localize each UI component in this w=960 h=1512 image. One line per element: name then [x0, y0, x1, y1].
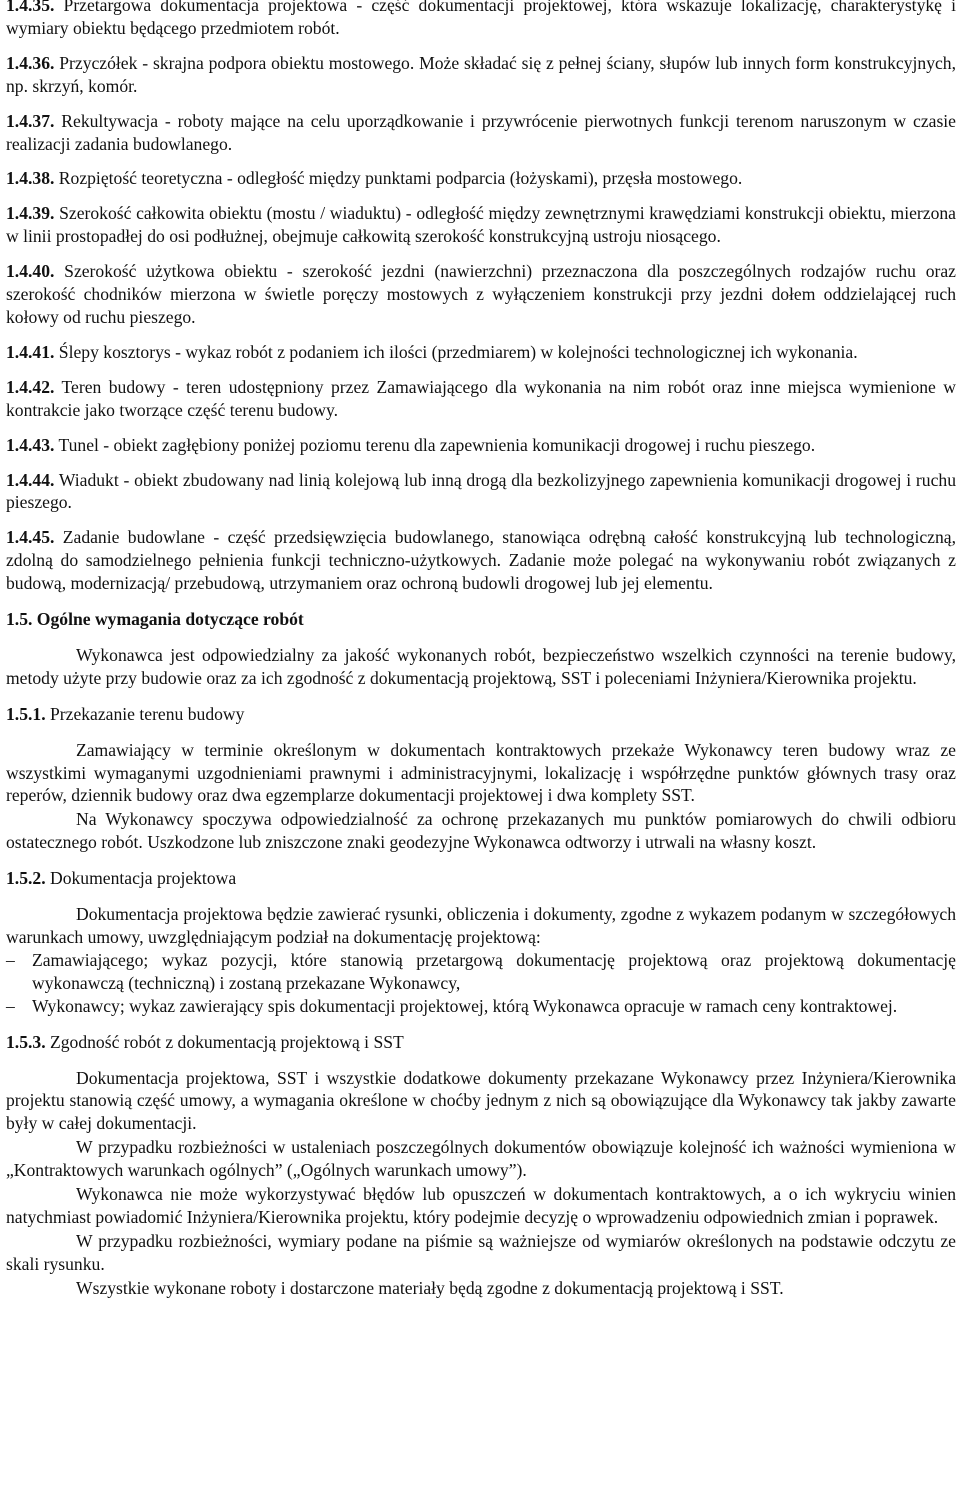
definition-text: Przetargowa dokumentacja projektowa - część dokumentacji projektowej, która wskazuje lokalizację, charakterystykę i wymiary obiektu będącego przedmiotem robót. — [6, 0, 956, 38]
section-heading-1-5-3 — [6, 1031, 956, 1054]
section-number: 1.5.1. — [6, 703, 46, 724]
definition-1-4-38 — [6, 167, 956, 190]
section-title: Ogólne wymagania dotyczące robót — [36, 609, 304, 630]
definition-1-4-35 — [6, 0, 956, 40]
section-1-5-3-paragraph: Wykonawca nie może wykorzystywać błędów lub opuszczeń w dokumentach kontraktowych, a o ich wykryciu winien natychmiast powiadomić Inżyniera/Kierownika projektu, który podejmie decyzję o wprowadzeniu odpowiednich zmian i poprawek. — [6, 1184, 956, 1227]
definition-1-4-45 — [6, 526, 956, 595]
definition-text: Rekultywacja - roboty mające na celu uporządkowanie i przywrócenie pierwotnych funkcji terenom naruszonym w czasie realizacji zadania budowlanego. — [6, 110, 956, 154]
list-item: – Wykonawcy; wykaz zawierający spis dokumentacji projektowej, którą Wykonawca opracuje w ramach ceny kontraktowej. — [6, 995, 956, 1018]
section-1-5-1-paragraph: Zamawiający w terminie określonym w dokumentach kontraktowych przekaże Wykonawcy teren budowy wraz ze wszystkimi wymaganymi uzgodnieniami prawnymi i administracyjnymi, lokalizację i współrzędne punktów głównych trasy oraz reperów, dziennik budowy oraz dwa egzemplarze dokumentacji projektowej i dwa komplety SST. — [6, 739, 956, 806]
definition-text: Rozpiętość teoretyczna - odległość między punktami podparcia (łożyskami), przęsła mostowego. — [58, 168, 743, 189]
definition-text: Tunel - obiekt zagłębiony poniżej poziomu terenu dla zapewnienia komunikacji drogowej i ruchu pieszego. — [58, 434, 816, 455]
documentation-list — [6, 949, 956, 1018]
definition-1-4-43 — [6, 434, 956, 457]
definition-text: Szerokość użytkowa obiektu - szerokość jezdni (nawierzchni) przeznaczona dla poszczególnych rodzajów ruchu oraz szerokość chodników mierzona w świetle poręczy mostowych z wyłączeniem konstrukcji przy jezdni dołem oddzielającej ruch kołowy od ruchu pieszego. — [6, 261, 956, 327]
definition-number: 1.4.36. — [6, 52, 55, 73]
section-number: 1.5.3. — [6, 1031, 46, 1052]
definition-number: 1.4.39. — [6, 203, 55, 224]
definition-text: Szerokość całkowita obiektu (mostu / wiaduktu) - odległość między zewnętrznymi krawędziami konstrukcji obiektu, mierzona w linii prostopadłej do osi podłużnej, obejmuje całkowitą szerokość konstrukcyjną ustroju niosącego. — [6, 203, 956, 247]
definition-number: 1.4.45. — [6, 527, 55, 548]
definition-number: 1.4.37. — [6, 110, 55, 131]
definition-1-4-44 — [6, 469, 956, 515]
definition-1-4-40 — [6, 260, 956, 329]
list-item: – Zamawiającego; wykaz pozycji, które stanowią przetargową dokumentację projektową oraz projektową dokumentację wykonawczą (techniczną) i zostaną przekazane Wykonawcy, — [6, 949, 956, 995]
section-1-5-2-paragraph: Dokumentacja projektowa będzie zawierać rysunki, obliczenia i dokumenty, zgodne z wykazem podanym w szczegółowych warunkach umowy, uwzględniającym podział na dokumentację projektową: — [6, 904, 956, 947]
section-1-5-1-paragraph: Na Wykonawcy spoczywa odpowiedzialność za ochronę przekazanych mu punktów pomiarowych do chwili odbioru ostatecznego robót. Uszkodzone lub zniszczone znaki geodezyjne Wykonawca odtworzy i utrwali na własny koszt. — [6, 809, 956, 853]
definition-1-4-36 — [6, 52, 956, 98]
definition-number: 1.4.42. — [6, 376, 55, 397]
section-heading-1-5-2 — [6, 867, 956, 890]
definition-text: Wiadukt - obiekt zbudowany nad linią kolejową lub inną drogą dla bezkolizyjnego zapewnienia komunikacji drogowej i ruchu pieszego. — [6, 469, 956, 513]
definition-number: 1.4.44. — [6, 469, 55, 490]
section-number: 1.5.2. — [6, 868, 46, 889]
section-title: Dokumentacja projektowa — [50, 868, 237, 889]
definition-number: 1.4.41. — [6, 341, 55, 362]
definition-1-4-39 — [6, 202, 956, 248]
definition-number: 1.4.38. — [6, 168, 55, 189]
definition-1-4-42 — [6, 376, 956, 422]
definition-number: 1.4.43. — [6, 434, 55, 455]
section-1-5-3-paragraph: W przypadku rozbieżności w ustaleniach poszczególnych dokumentów obowiązuje kolejność ich ważności wymieniona w „Kontraktowych warunkach ogólnych” („Ogólnych warunkach umowy”). — [6, 1137, 956, 1181]
section-1-5-3-paragraph: W przypadku rozbieżności, wymiary podane na piśmie są ważniejsze od wymiarów określonych na podstawie odczytu ze skali rysunku. — [6, 1230, 956, 1274]
section-1-5-3-paragraph: Dokumentacja projektowa, SST i wszystkie dodatkowe dokumenty przekazane Wykonawcy przez Inżyniera/Kierownika projektu stanowią część umowy, a wymagania określone w choćby jednym z nich są obowiązujące dla Wykonawcy tak jakby zawarte były w całej dokumentacji. — [6, 1067, 956, 1134]
definition-text: Zadanie budowlane - część przedsięwzięcia budowlanego, stanowiąca odrębną całość konstrukcyjną lub technologiczną, zdolną do samodzielnego pełnienia funkcji techniczno-użytkowych. Zadanie może polegać na wykonywaniu robót związanych z budową, modernizacją/ przebudową, utrzymaniem oraz ochroną budowli drogowej lub jej elementu. — [6, 527, 956, 594]
section-1-5-3-paragraph: Wszystkie wykonane roboty i dostarczone materiały będą zgodne z dokumentacją projektową i SST. — [76, 1277, 784, 1298]
section-heading-1-5-1 — [6, 703, 956, 726]
section-heading-1-5 — [6, 608, 956, 631]
definition-number: 1.4.40. — [6, 261, 55, 282]
section-number: 1.5. — [6, 609, 33, 630]
section-1-5-paragraph: Wykonawca jest odpowiedzialny za jakość wykonanych robót, bezpieczeństwo wszelkich czynności na terenie budowy, metody użyte przy budowie oraz za ich zgodność z dokumentacją projektową, SST i poleceniami Inżyniera/Kierownika projektu. — [6, 644, 956, 688]
definition-number: 1.4.35. — [6, 0, 55, 15]
definition-text: Teren budowy - teren udostępniony przez Zamawiającego dla wykonania na nim robót oraz inne miejsca wymienione w kontrakcie jako tworzące część terenu budowy. — [6, 376, 956, 420]
section-title: Zgodność robót z dokumentacją projektową i SST — [50, 1031, 404, 1052]
definition-1-4-41 — [6, 341, 956, 364]
definition-text: Ślepy kosztorys - wykaz robót z podaniem ich ilości (przedmiarem) w kolejności technologicznej ich wykonania. — [58, 341, 858, 362]
definition-1-4-37 — [6, 110, 956, 156]
definition-text: Przyczółek - skrajna podpora obiektu mostowego. Może składać się z pełnej ściany, słupów lub innych form konstrukcyjnych, np. skrzyń, komór. — [6, 52, 956, 96]
section-title: Przekazanie terenu budowy — [50, 703, 245, 724]
